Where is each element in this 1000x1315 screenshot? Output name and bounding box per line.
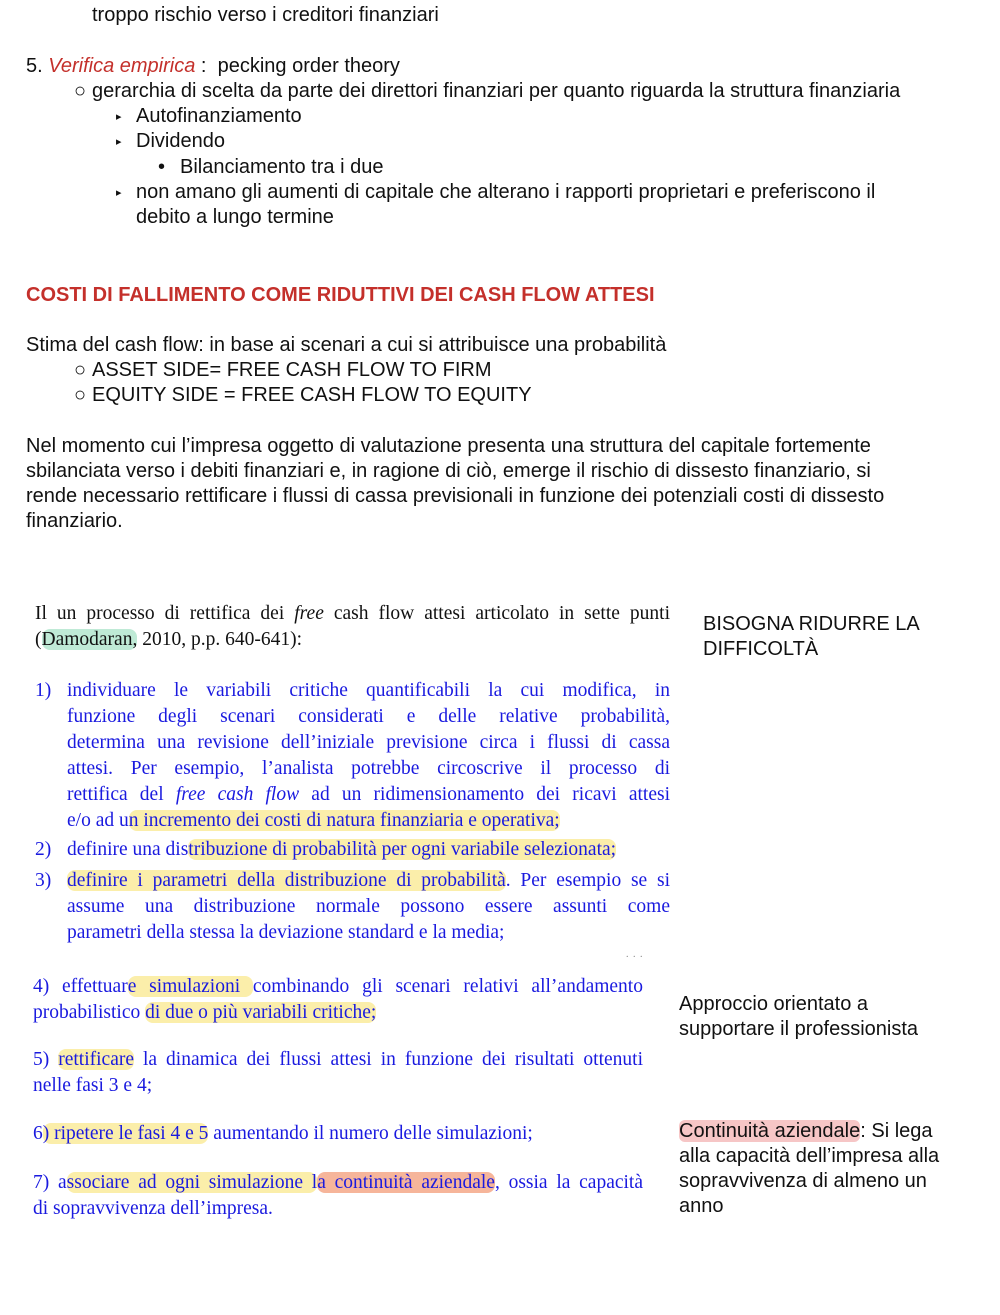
ellipsis: . . . [626, 949, 644, 960]
section-label: Verifica empirica [48, 55, 196, 77]
scan-text-italic: free [294, 603, 324, 624]
dot-bullet-icon: • [158, 156, 166, 178]
scan-text: la dinamica dei flussi attesi in funzione dei risultati ottenuti [134, 1049, 643, 1070]
asset-text: ASSET SIDE= FREE CASH FLOW TO FIRM [92, 359, 492, 381]
scan-text: 2010, p.p. 640-641): [137, 629, 302, 650]
scan-text: rettifica del [67, 784, 176, 805]
note-line: supportare il professionista [679, 1018, 919, 1040]
point-number: 1) [35, 680, 52, 701]
note-2 [679, 992, 918, 1042]
scan-line: funzione degli scenari considerati e delle relative probabilità, [67, 706, 670, 727]
highlight-yellow: tribuzione di probabilità per ogni variabile selezionata; [188, 839, 617, 860]
triangle-bullet-icon: ▸ [116, 136, 122, 148]
scan-line: individuare le variabili critiche quantificabili la cui modifica, in [67, 680, 670, 701]
section-5-title [26, 54, 400, 79]
scan-line: assume una distribuzione normale possono essere assunti come [67, 896, 670, 917]
scan-text: e/o ad u [67, 810, 129, 831]
list-item-text: non amano gli aumenti di capitale che alterano i rapporti proprietari e preferiscono il [136, 181, 876, 203]
paragraph [26, 434, 884, 534]
highlight-green: Damodaran, [41, 629, 138, 650]
scan-line [67, 782, 670, 808]
section-rest: pecking order theory [217, 55, 400, 77]
list-item-continuation: debito a lungo termine [136, 206, 334, 228]
scan-text: 6 [33, 1123, 43, 1144]
paragraph-line: rende necessario rettificare i flussi di cassa previsionali in funzione dei potenziali costi di dissesto [26, 485, 885, 507]
scan-intro-line-2 [35, 627, 670, 653]
sub-sub-item [158, 155, 383, 180]
scan-text: , ossia la capacità [494, 1172, 643, 1193]
scan-text: probabilistico [33, 1002, 146, 1023]
scan-text: 4) effettuar [33, 976, 128, 997]
highlight-yellow: n incremento dei costi di natura finanziaria e operativa; [128, 810, 560, 831]
scan-text: ( [35, 629, 42, 650]
note-text: : Si lega [860, 1120, 933, 1142]
list-item [116, 129, 225, 155]
asset-item [74, 358, 492, 383]
highlight-yellow: rettificare [58, 1049, 135, 1070]
scan-text: . Per esempio se si [505, 870, 670, 891]
scan-line [67, 868, 670, 894]
scan-point-5 [33, 1047, 643, 1099]
triangle-bullet-icon: ▸ [116, 187, 122, 199]
highlight-yellow: definire i parametri della distribuzione di probabilità [67, 870, 506, 891]
scan-line: attesi. Per esempio, l’analista potrebbe circoscrive il processo di [67, 758, 670, 779]
scan-text: ad un ridimensionamento dei ricavi attesi [299, 784, 671, 805]
section-separator: : [195, 55, 218, 77]
circle-bullet-icon: ○ [74, 80, 87, 102]
equity-text: EQUITY SIDE = FREE CASH FLOW TO EQUITY [92, 384, 532, 406]
highlight-yellow: ssociare ad ogni simulazione l [66, 1172, 318, 1193]
scan-text: aumentando il numero delle simulazioni; [208, 1123, 533, 1144]
scan-line [33, 1170, 643, 1196]
highlight-yellow: e simulazioni [127, 976, 253, 997]
scan-text: 5) [33, 1049, 59, 1070]
highlight-pink: Continuità aziendale [679, 1120, 861, 1142]
paragraph-line: Nel momento cui l’impresa oggetto di valutazione presenta una struttura del capitale fortemente [26, 435, 871, 457]
triangle-bullet-icon: ▸ [116, 111, 122, 123]
scan-intro [35, 601, 670, 653]
paragraph-line: finanziario. [26, 510, 123, 532]
sub-bullet [74, 79, 900, 104]
scan-line [67, 808, 670, 834]
highlight-yellow: ) ripetere le fasi 4 e 5 [42, 1123, 209, 1144]
equity-item [74, 383, 532, 408]
section-number: 5. [26, 55, 43, 77]
list-item [116, 104, 302, 130]
note-line: Approccio orientato a [679, 993, 869, 1015]
point-number: 3) [35, 870, 52, 891]
scan-text: definire una dis [67, 839, 189, 860]
note-line: anno [679, 1195, 724, 1217]
note-line: DIFFICOLTÀ [703, 638, 819, 660]
scan-text-italic: free cash flow [175, 784, 300, 805]
list-item-text: Dividendo [136, 130, 225, 152]
point-number: 2) [35, 839, 52, 860]
note-line: BISOGNA RIDURRE LA [703, 613, 920, 635]
highlight-yellow: di due o più variabili critiche; [145, 1002, 377, 1023]
scan-line: determina una revisione dell’iniziale previsione circa i flussi di cassa [67, 732, 670, 753]
scan-text: 7) a [33, 1172, 67, 1193]
scan-text: combinando gli scenari relativi all’andamento [252, 976, 643, 997]
note-3 [679, 1119, 939, 1219]
circle-bullet-icon: ○ [74, 359, 87, 381]
scan-line: parametri della stessa la deviazione standard e la media; [67, 922, 505, 943]
scan-intro-line-1 [35, 601, 670, 627]
scan-text: Il un processo di rettifica dei [35, 603, 295, 624]
stima-line: Stima del cash flow: in base ai scenari a cui si attribuisce una probabilità [26, 334, 667, 356]
scan-line: di sopravvivenza dell’impresa. [33, 1198, 273, 1219]
top-line: troppo rischio verso i creditori finanziari [92, 4, 439, 26]
list-item-text: Autofinanziamento [136, 105, 302, 127]
highlight-orange: a continuità aziendale [317, 1172, 495, 1193]
scan-point-7 [33, 1170, 643, 1222]
note-1 [703, 612, 920, 662]
list-item [116, 180, 875, 206]
sub-sub-item-text: Bilanciamento tra i due [180, 156, 384, 178]
note-line: sopravvivenza di almeno un [679, 1170, 927, 1192]
scan-line [33, 974, 643, 1000]
scan-line [33, 1000, 643, 1026]
paragraph-line: sbilanciata verso i debiti finanziari e, in ragione di ciò, emerge il rischio di dissesto finanziario, si [26, 460, 871, 482]
scan-line: nelle fasi 3 e 4; [33, 1075, 153, 1096]
scan-text: cash flow attesi articolato in sette punti [323, 603, 670, 624]
sub-bullet-text: gerarchia di scelta da parte dei direttori finanziari per quanto riguarda la struttura finanziaria [92, 80, 901, 102]
scan-point-6 [33, 1121, 643, 1147]
section-heading: COSTI DI FALLIMENTO COME RIDUTTIVI DEI CASH FLOW ATTESI [26, 284, 655, 306]
note-line [679, 1119, 939, 1144]
note-line: alla capacità dell’impresa alla [679, 1145, 940, 1167]
circle-bullet-icon: ○ [74, 384, 87, 406]
scan-line [33, 1047, 643, 1073]
scan-point-4 [33, 974, 643, 1026]
